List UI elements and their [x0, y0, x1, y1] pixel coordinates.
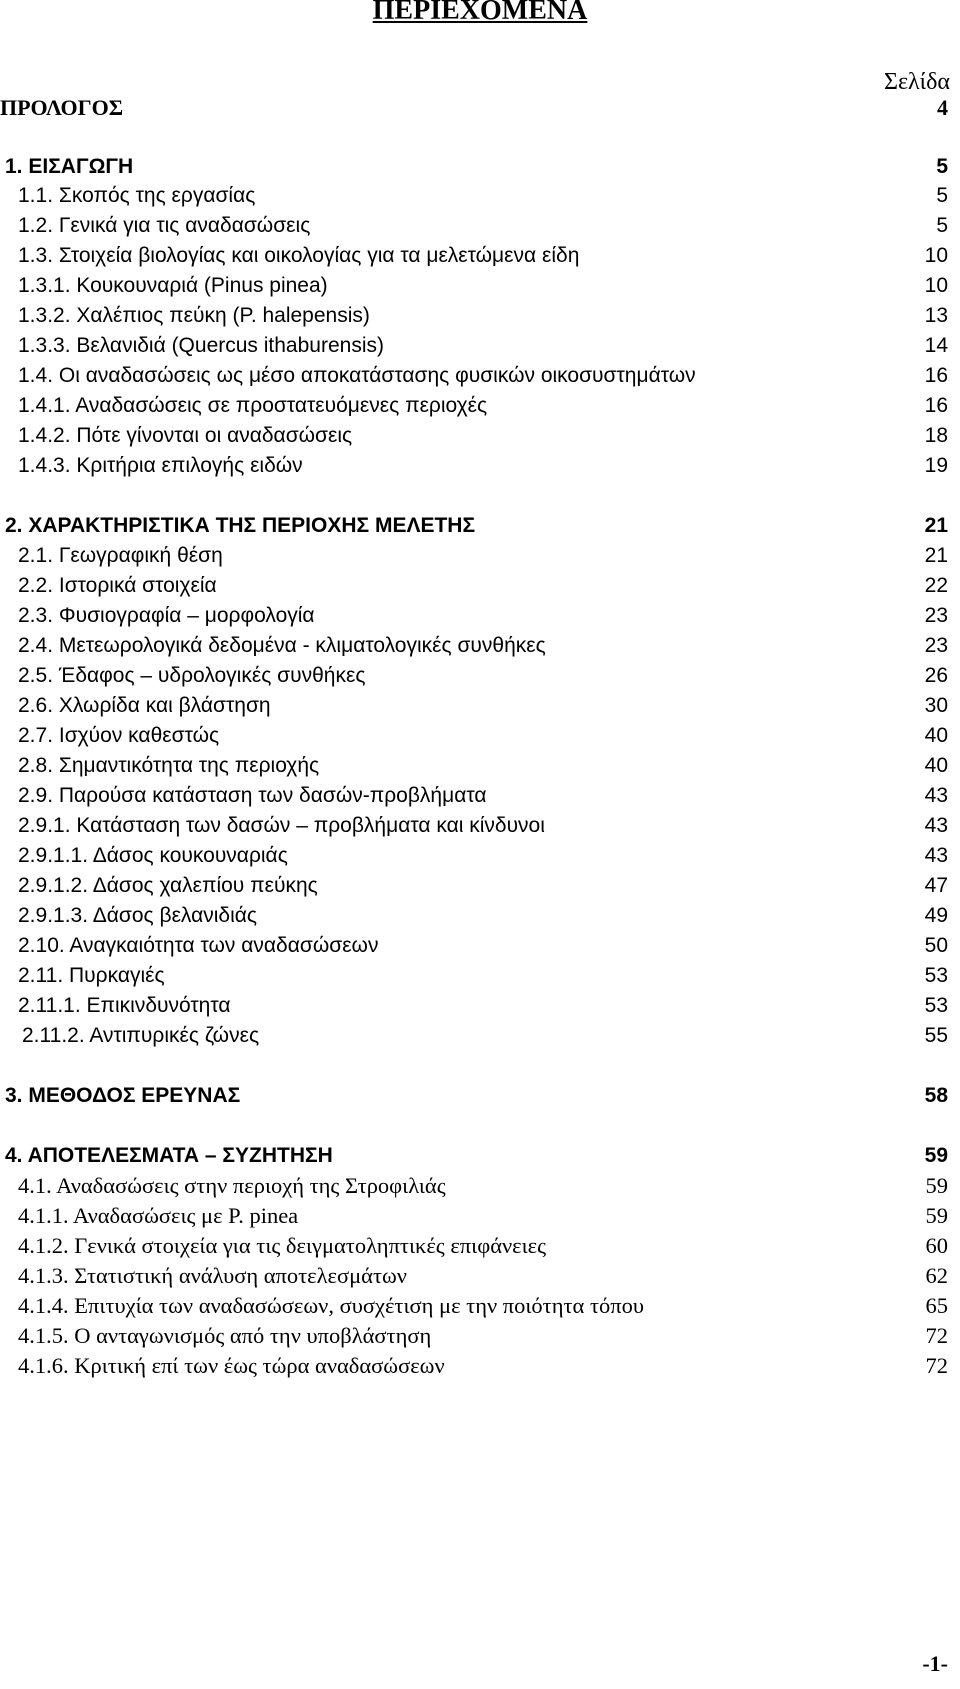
- toc-entry-label: 2.1. Γεωγραφική θέση: [18, 544, 223, 567]
- toc-entry: [0, 991, 960, 1021]
- toc-entry-label: 2.9.1. Κατάσταση των δασών – προβλήματα και κίνδυνοι: [18, 814, 545, 837]
- toc-entry-page: 10: [924, 244, 948, 267]
- toc-entry: [0, 1291, 960, 1321]
- toc-entry: [0, 1231, 960, 1261]
- toc-entry-label: 2.9. Παρούσα κατάσταση των δασών-προβλήματα: [18, 784, 487, 807]
- toc-entry-label: 1.4.1. Αναδασώσεις σε προστατευόμενες περιοχές: [18, 394, 488, 417]
- toc-entry: [0, 691, 960, 721]
- toc-entry-page: 21: [924, 514, 948, 537]
- toc-entry-label: 2.11. Πυρκαγιές: [18, 964, 165, 987]
- toc-entry: [0, 661, 960, 691]
- toc-entry: [0, 211, 960, 241]
- toc-entry-label: 2. ΧΑΡΑΚΤΗΡΙΣΤΙΚΑ ΤΗΣ ΠΕΡΙΟΧΗΣ ΜΕΛΕΤΗΣ: [5, 514, 476, 537]
- toc-entry-label: 2.4. Μετεωρολογικά δεδομένα - κλιματολογικές συνθήκες: [18, 634, 546, 657]
- toc-entry-page: 53: [924, 994, 948, 1017]
- toc-entry-label: 1.2. Γενικά για τις αναδασώσεις: [18, 214, 311, 237]
- toc-entry-page: 23: [924, 634, 948, 657]
- toc-entry-page: 58: [924, 1084, 948, 1107]
- toc-entry-label: 2.3. Φυσιογραφία – μορφολογία: [18, 604, 315, 627]
- toc-entry: [0, 1141, 960, 1171]
- toc-entry-page: 62: [925, 1263, 948, 1288]
- toc-entry-label: 3. ΜΕΘΟΔΟΣ ΕΡΕΥΝΑΣ: [5, 1084, 241, 1107]
- toc-entry-label: 2.11.2. Αντιπυρικές ζώνες: [22, 1024, 260, 1047]
- toc-entry-label: 4.1.2. Γενικά στοιχεία για τις δειγματοληπτικές επιφάνειες: [18, 1233, 547, 1258]
- toc-entry: [0, 391, 960, 421]
- toc-entry: [0, 871, 960, 901]
- toc-entry-label: 1.4. Οι αναδασώσεις ως μέσο αποκατάστασης φυσικών οικοσυστημάτων: [18, 364, 696, 387]
- toc-entry-label: 1.3.2. Χαλέπιος πεύκη (P. halepensis): [18, 304, 370, 327]
- toc-entry: [0, 181, 960, 211]
- toc-entry-label: 4.1. Αναδασώσεις στην περιοχή της Στροφιλιάς: [18, 1173, 446, 1198]
- page-column-label: Σελίδα: [883, 69, 950, 95]
- toc-entry-label: 1.4.2. Πότε γίνονται οι αναδασώσεις: [18, 424, 353, 447]
- toc-entry-page: 55: [924, 1024, 948, 1047]
- toc-entry-page: 59: [925, 1203, 948, 1228]
- toc-entry-label: 4.1.4. Επιτυχία των αναδασώσεων, συσχέτιση με την ποιότητα τόπου: [18, 1293, 644, 1318]
- toc-entry: [0, 271, 960, 301]
- toc-entry-page: 16: [924, 394, 948, 417]
- toc-entry: [0, 1321, 960, 1351]
- toc-entry-page: 16: [924, 364, 948, 387]
- toc-entry-label: 2.10. Αναγκαιότητα των αναδασώσεων: [18, 934, 379, 957]
- toc-entry-label: 4.1.6. Κριτική επί των έως τώρα αναδασώσεων: [18, 1353, 445, 1378]
- toc-entry-label: 1.3.1. Κουκουναριά (Pinus pinea): [18, 274, 328, 297]
- toc-entry-page: 21: [924, 544, 948, 567]
- toc-entry: [0, 1171, 960, 1201]
- toc-entry: [0, 751, 960, 781]
- page-title: ΠΕΡΙΕΧΟΜΕΝΑ: [372, 0, 588, 26]
- toc-entry-label: 2.11.1. Επικινδυνότητα: [18, 994, 231, 1017]
- toc-entry-page: 5: [936, 155, 948, 178]
- toc-entry: [0, 601, 960, 631]
- toc-entry: [0, 331, 960, 361]
- toc-entry-label: 2.7. Ισχύον καθεστώς: [18, 724, 220, 747]
- toc-entry: [0, 241, 960, 271]
- toc-entry-page: 23: [924, 604, 948, 627]
- toc-entry-page: 13: [924, 304, 948, 327]
- toc-entry-page: 49: [924, 904, 948, 927]
- toc-entry: [0, 1021, 960, 1051]
- toc-entry: [0, 1261, 960, 1291]
- toc-entry-page: 30: [924, 694, 948, 717]
- toc-entry-label: 4. ΑΠΟΤΕΛΕΣΜΑΤΑ – ΣΥΖΗΤΗΣΗ: [5, 1144, 333, 1167]
- toc-entry: [0, 841, 960, 871]
- toc-entry: [0, 931, 960, 961]
- toc-entry-page: 19: [924, 454, 948, 477]
- toc-entry-page: 43: [924, 844, 948, 867]
- toc-entry: [0, 811, 960, 841]
- toc-entry-label: 1.3. Στοιχεία βιολογίας και οικολογίας για τα μελετώμενα είδη: [18, 244, 580, 267]
- toc-entry-page: 60: [925, 1233, 948, 1258]
- toc-entry-page: 40: [924, 724, 948, 747]
- toc-entry-page: 14: [924, 334, 948, 357]
- toc-entry-label: 1.1. Σκοπός της εργασίας: [18, 184, 256, 207]
- toc-entry-page: 40: [924, 754, 948, 777]
- toc-entry-label: 1.4.3. Κριτήρια επιλογής ειδών: [18, 454, 303, 477]
- toc-entry-label: 2.9.1.1. Δάσος κουκουναριάς: [18, 844, 288, 867]
- toc-entry-label: 2.6. Χλωρίδα και βλάστηση: [18, 694, 271, 717]
- toc-entry-page: 43: [924, 814, 948, 837]
- toc-entry-label: 1. ΕΙΣΑΓΩΓΗ: [5, 155, 134, 178]
- toc-entry: [0, 361, 960, 391]
- toc-entry-label: 2.9.1.3. Δάσος βελανιδιάς: [18, 904, 258, 927]
- toc-entry: [0, 511, 960, 541]
- toc-entry-page: 10: [924, 274, 948, 297]
- toc-entry-page: 4: [937, 95, 948, 120]
- toc-entry-label: 2.9.1.2. Δάσος χαλεπίου πεύκης: [18, 874, 318, 897]
- footer-page-number: -1-: [922, 1651, 948, 1676]
- toc-entry-page: 72: [925, 1323, 948, 1348]
- toc-entry-page: 59: [925, 1173, 948, 1198]
- toc-entry-label: 1.3.3. Βελανιδιά (Quercus ithaburensis): [18, 334, 384, 357]
- toc-entry-page: 5: [936, 184, 948, 207]
- toc-entry: [0, 571, 960, 601]
- toc-entry: [0, 451, 960, 481]
- toc-entry: [0, 1351, 960, 1381]
- toc-entry: [0, 1081, 960, 1111]
- toc-entry-page: 47: [924, 874, 948, 897]
- toc-entry-label: 4.1.5. Ο ανταγωνισμός από την υποβλάστηση: [18, 1323, 432, 1348]
- toc-entry-label: 2.2. Ιστορικά στοιχεία: [18, 574, 217, 597]
- toc-entry-page: 18: [924, 424, 948, 447]
- toc-entry: [0, 721, 960, 751]
- toc-entry: [0, 301, 960, 331]
- toc-entry-page: 43: [924, 784, 948, 807]
- toc-entry: [0, 961, 960, 991]
- toc-entry-page: 59: [924, 1144, 948, 1167]
- toc-entry-page: 50: [924, 934, 948, 957]
- toc-entry-page: 22: [924, 574, 948, 597]
- toc-entry-label: 4.1.1. Αναδασώσεις με P. pinea: [18, 1203, 299, 1228]
- toc-entry: [0, 421, 960, 451]
- toc-entry: [0, 631, 960, 661]
- toc-entry-page: 53: [924, 964, 948, 987]
- toc-entry-label: 4.1.3. Στατιστική ανάλυση αποτελεσμάτων: [18, 1263, 407, 1288]
- toc-entry: [0, 1201, 960, 1231]
- toc-entry: [0, 541, 960, 571]
- toc-entry-label: 2.5. Έδαφος – υδρολογικές συνθήκες: [18, 664, 366, 687]
- toc-entry-page: 72: [925, 1353, 948, 1378]
- toc-entry: [0, 901, 960, 931]
- toc-entry-page: 26: [924, 664, 948, 687]
- toc-entry: [0, 781, 960, 811]
- toc-entry-label: ΠΡΟΛΟΓΟΣ: [0, 95, 124, 120]
- toc-entry: [0, 152, 960, 182]
- toc-entry: [0, 93, 960, 123]
- toc-entry-page: 65: [925, 1293, 948, 1318]
- toc-entry-label: 2.8. Σημαντικότητα της περιοχής: [18, 754, 320, 777]
- toc-entry-page: 5: [936, 214, 948, 237]
